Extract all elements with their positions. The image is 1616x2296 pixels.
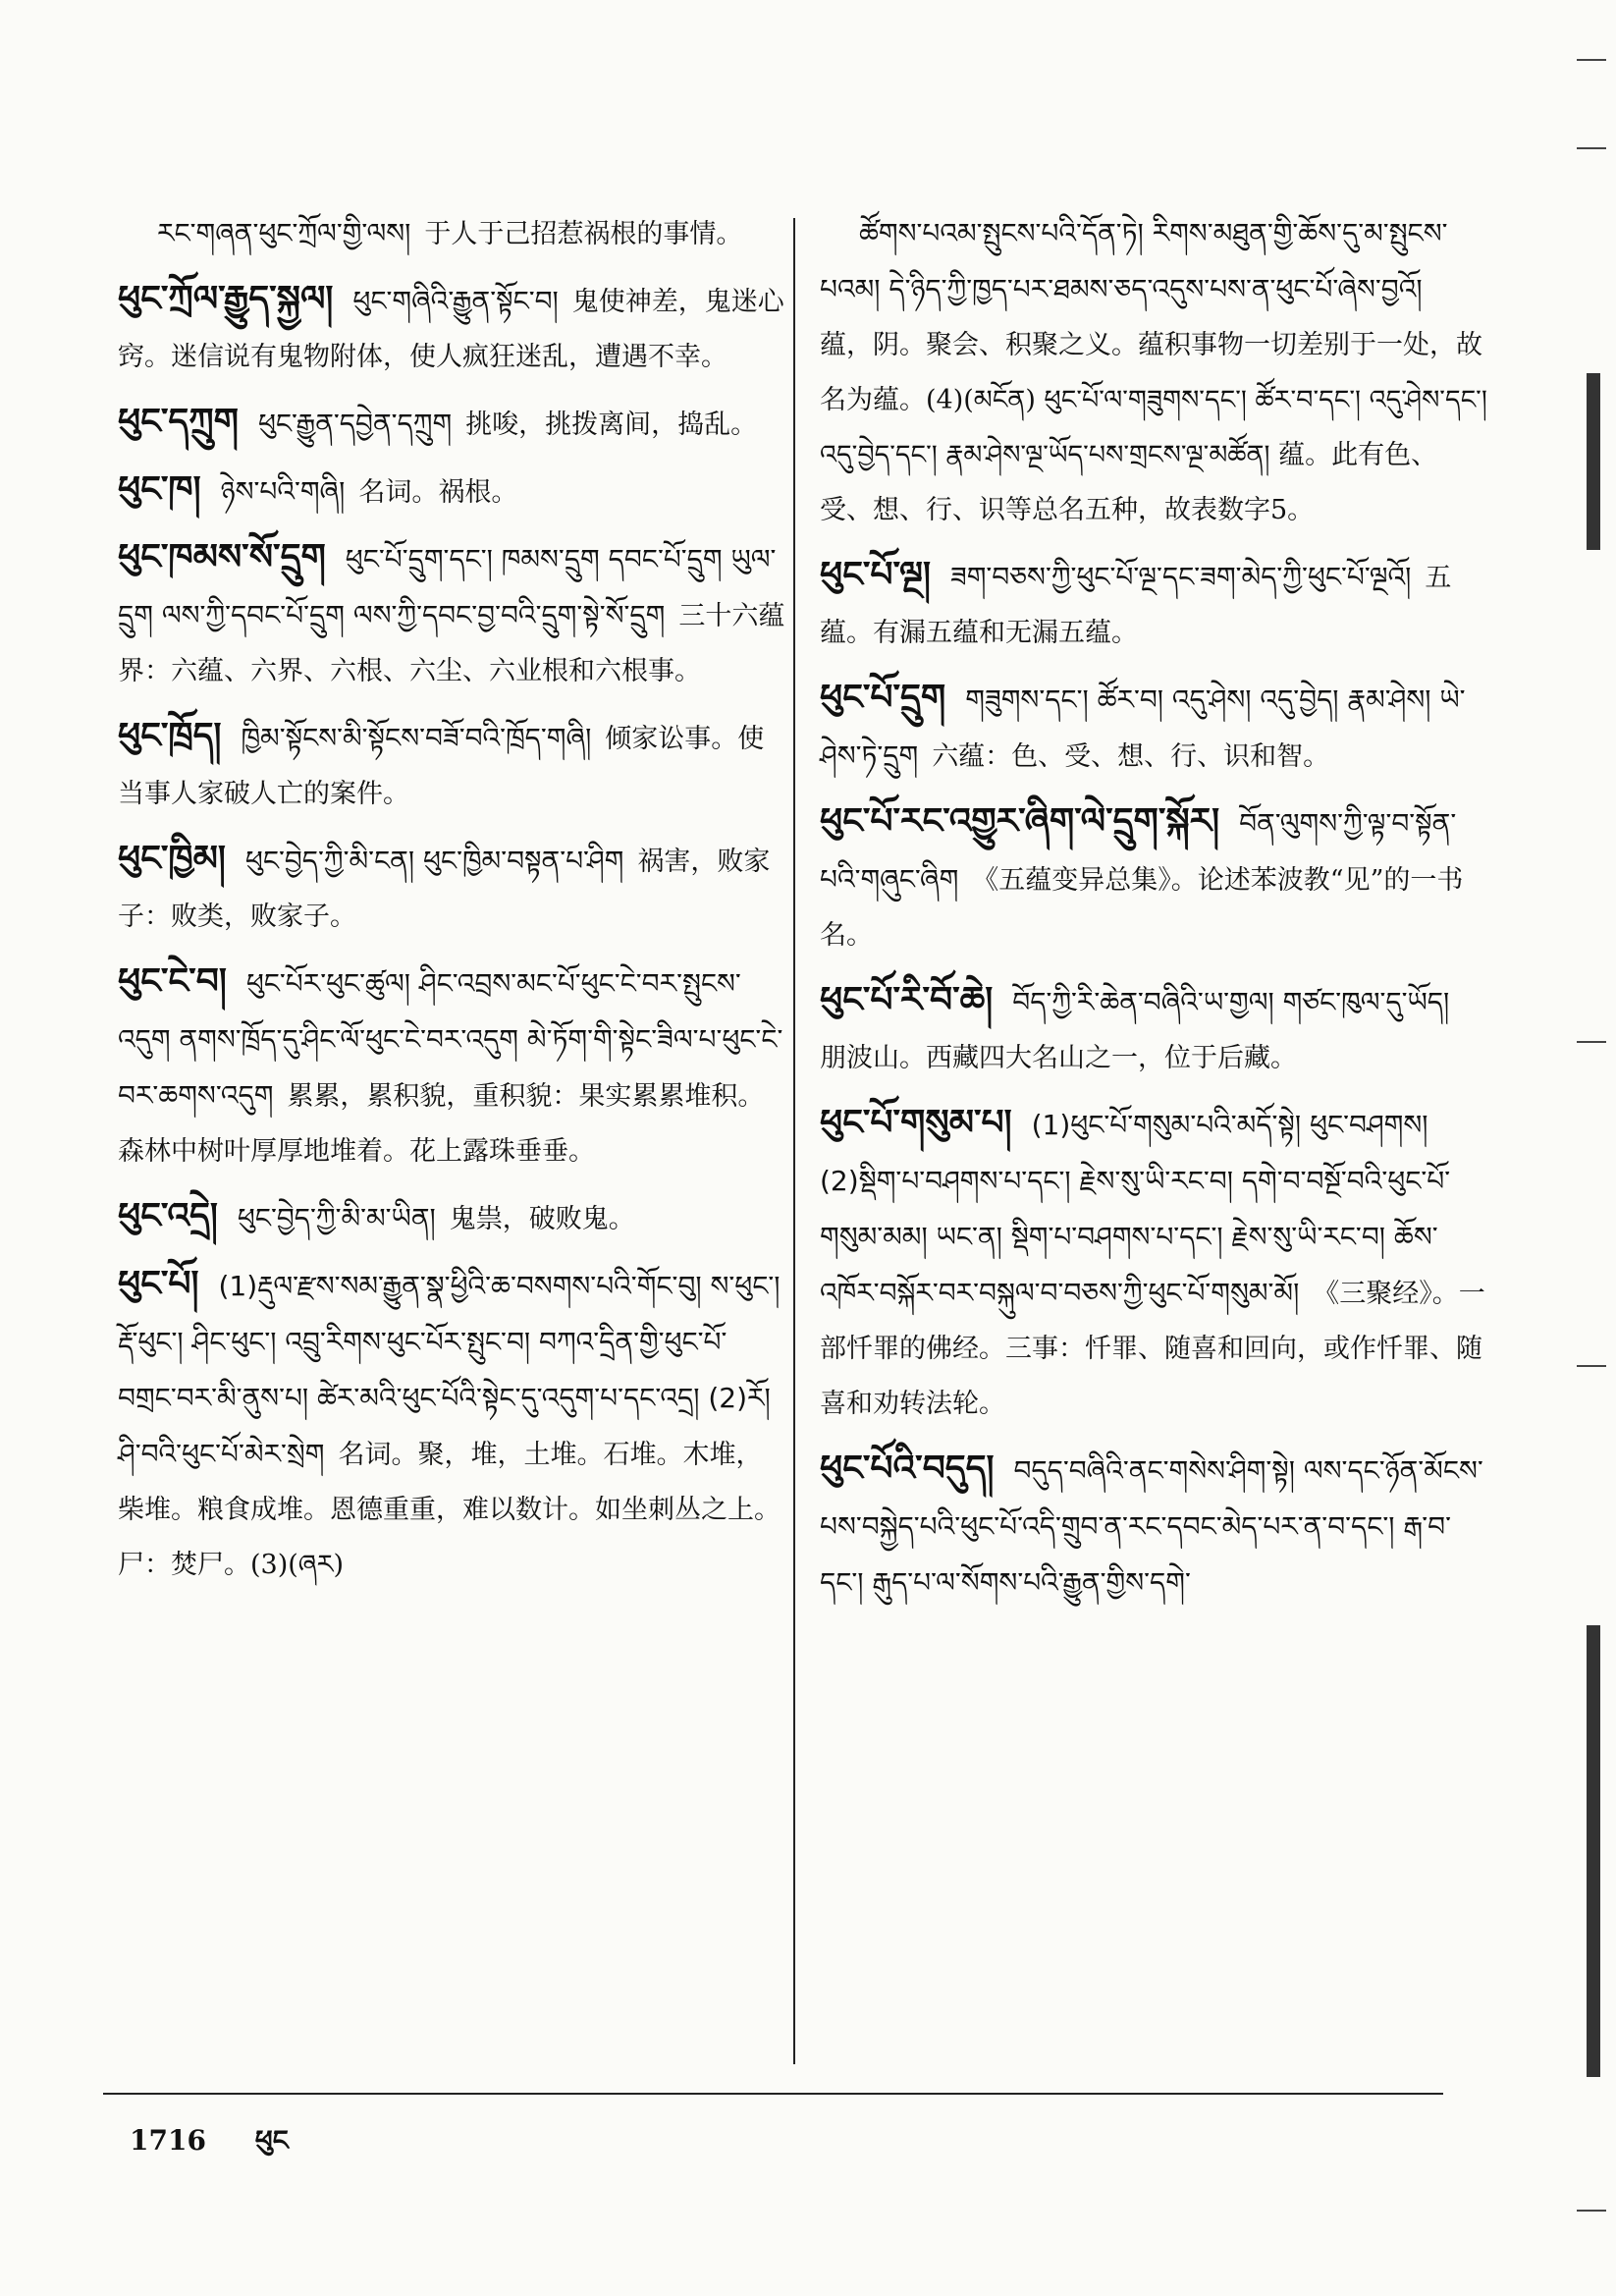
- entry-headword: ཕུང་ཁ།: [118, 469, 201, 510]
- entry-tibetan-definition: བོད་ཀྱི་རི་ཆེན་བཞིའི་ཡ་གྱལ། གཙང་ཁུལ་དུ་ཡོད།: [1012, 986, 1450, 1018]
- entry-tibetan-definition: ཁྱིམ་སྟོངས་མི་སྟོངས་བཟོ་བའི་ཁྲོད་གཞི།: [241, 722, 592, 754]
- page-footer: [130, 2109, 289, 2187]
- entry-chinese-definition: 祸害，败家子：败类，败家子。: [118, 847, 771, 932]
- entry-headword: ཕུང་ཁམས་སོ་དྲུག: [118, 537, 326, 577]
- bottom-rule: [103, 2093, 1443, 2095]
- dictionary-entry: [118, 1257, 785, 1593]
- margin-tick: [1577, 1365, 1606, 1367]
- dictionary-entry: [820, 973, 1487, 1086]
- entry-chinese-definition: 五蕴。有漏五蕴和无漏五蕴。: [820, 563, 1452, 648]
- entry-chinese-definition: 累累，累积貌，重积貌：果实累累堆积。森林中树叶厚厚地堆着。花上露珠垂垂。: [118, 1081, 765, 1167]
- entry-headword: ཕུང་པོ་ལྔ།: [820, 555, 931, 595]
- entry-tibetan-definition: རང་གཞན་ཕུང་ཀྲོལ་གྱི་ལས།: [157, 217, 411, 249]
- entry-chinese-definition: 名词。祸根。: [358, 477, 518, 508]
- dictionary-entry: [118, 955, 785, 1179]
- entry-tibetan-definition: ཟག་བཅས་ཀྱི་ཕུང་པོ་ལྔ་དང་ཟག་མེད་ཀྱི་ཕུང་པོ་ལྔའོ།: [949, 561, 1412, 593]
- entry-chinese-definition: 挑唆，挑拨离间，捣乱。: [465, 410, 758, 440]
- entry-headword: ཕུང་ཁྱིམ།: [118, 839, 226, 879]
- right-column: [820, 206, 1487, 1621]
- entry-headword: ཕུང་ངེ་བ།: [118, 961, 227, 1002]
- entry-headword: ཕུང་པོ་རི་བོ་ཆེ།: [820, 980, 994, 1020]
- dictionary-entry: [820, 1096, 1487, 1432]
- dictionary-entry: [118, 709, 785, 822]
- dictionary-entry: [820, 794, 1487, 963]
- entry-tibetan-definition: ཚོགས་པའམ་སྤུངས་པའི་དོན་ཏེ། རིགས་མཐུན་གྱི་ཆོས་དུ་མ་སྤུངས་པའམ། དེ་ཉིད་ཀྱི་ཁྱད་པར་ཐམས་ཅད་འདུས་པས་ན་ཕུང་པོ་ཞེས་བྱའོ།: [820, 217, 1448, 305]
- entry-headword: ཕུང་པོའི་བདུད།: [820, 1449, 995, 1489]
- entry-headword: ཕུང་པོ།: [118, 1264, 199, 1304]
- entry-chinese-definition: 鬼祟，破败鬼。: [449, 1204, 635, 1234]
- dictionary-entry: [118, 395, 785, 453]
- dictionary-entry: [118, 272, 785, 385]
- entry-headword: ཕུང་འདྲེ།: [118, 1196, 218, 1236]
- dictionary-entry: [820, 1442, 1487, 1612]
- margin-mark: [1587, 373, 1600, 550]
- dictionary-entry: [820, 548, 1487, 661]
- entry-headword: ཕུང་ཁྲོད།: [118, 716, 222, 756]
- left-column: [118, 206, 785, 1603]
- entry-headword: ཕུང་ཀྲོལ་རྒྱུད་སྐྱལ།: [118, 279, 334, 319]
- entry-chinese-definition: 六蕴：色、受、想、行、识和智。: [932, 741, 1330, 772]
- entry-headword: ཕུང་པོ་དྲུག: [820, 678, 946, 718]
- entry-headword: ཕུང་པོ་གསུམ་པ།: [820, 1103, 1012, 1143]
- margin-tick: [1577, 59, 1606, 61]
- margin-scan-marks: [1567, 0, 1616, 2296]
- entry-tibetan-definition: ཕུང་བྱེད་ཀྱི་མི་མ་ཡིན།: [237, 1202, 436, 1234]
- entry-chinese-definition: 倾家讼事。使当事人家破人亡的案件。: [118, 724, 765, 809]
- entry-tibetan-definition: བདུད་བཞིའི་ནང་གསེས་ཤིག་སྟེ། ལས་དང་ཉོན་མོངས་པས་བསྐྱེད་པའི་ཕུང་པོ་འདི་གྲུབ་ན་རང་དབང་མེད་པར་ན་བ་དང་། རྒ་བ་དང་། རྒུད་པ་ལ་སོགས་པའི་རྒྱུན་གྱིས་དགེ་: [820, 1454, 1483, 1599]
- entry-headword: ཕུང་དཀྲུག: [118, 402, 239, 442]
- dictionary-entry: [118, 530, 785, 699]
- entry-chinese-definition: 朋波山。西藏四大名山之一，位于后藏。: [820, 1043, 1297, 1073]
- entry-chinese-definition: 《三聚经》。一部忏罪的佛经。三事：忏罪、随喜和回向，或作忏罪、随喜和劝转法轮。: [820, 1279, 1485, 1419]
- column-divider: [793, 218, 795, 2064]
- margin-mark: [1587, 1625, 1600, 2077]
- dictionary-entry: [820, 671, 1487, 785]
- entry-chinese-definition: 《五蕴变异总集》。论述苯波教“见”的一书名。: [820, 865, 1464, 951]
- entry-chinese-definition: 鬼使神差，鬼迷心窍。迷信说有鬼物附体，使人疯狂迷乱，遭遇不幸。: [118, 287, 784, 372]
- entry-tibetan-definition: ཕུང་གཞིའི་རྒྱུན་སྟོང་བ།: [352, 285, 559, 317]
- entry-tibetan-definition: ཕུང་རྒྱུན་དབྱེན་དཀྲུག: [257, 408, 453, 440]
- entry-tibetan-definition: ཕུང་བྱེད་ཀྱི་མི་ངན། ཕུང་ཁྱིམ་བསྟན་པ་ཤིག: [244, 845, 624, 877]
- entry-chinese-definition: 于人于己招惹祸根的事情。: [424, 219, 743, 249]
- entry-tibetan-definition: གཟུགས་དང་། ཚོར་བ། འདུ་ཤེས། འདུ་བྱེད། རྣམ་ཤེས། ཡེ་ཤེས་ཏེ་དྲུག: [820, 683, 1466, 772]
- entry-tibetan-definition: (1)རྡུལ་རྫས་སམ་རྒྱུན་སྣ་ཕྱིའི་ཆ་བསགས་པའི་གོང་བུ། ས་ཕུང་། རྡོ་ཕུང་། ཤིང་ཕུང་། འབྲུ་རིགས་ཕུང་པོར་སྤུང་བ། བཀའ་དྲིན་གྱི་ཕུང་པོ་བགྲང་བར་མི་ནུས་པ། ཚེར་མའི་ཕུང་པོའི་སྟེང་དུ་འདུག་པ་དང་འདྲ། (2)རོ། ཤི་བའི་ཕུང་པོ་མེར་སྲེག: [118, 1270, 781, 1470]
- entry-tibetan-definition: ཕུང་པོ་དྲུག་དང་། ཁམས་དྲུག དབང་པོ་དྲུག ཡུལ་དྲུག ལས་ཀྱི་དབང་པོ་དྲུག ལས་ཀྱི་དབང་བྱ་བའི་དྲུག་སྟེ་སོ་དྲུག: [118, 543, 777, 631]
- entry-chinese-definition: 三十六蕴界：六蕴、六界、六根、六尘、六业根和六根事。: [118, 601, 785, 686]
- entry-headword: ཕུང་པོ་རང་འགྱུར་ཞིག་ལེ་དྲུག་སྐོར།: [820, 801, 1220, 842]
- dictionary-entry: [118, 463, 785, 520]
- margin-tick: [1577, 147, 1606, 149]
- entry-chinese-definition: 蕴，阴。聚会、积聚之义。蕴积事物一切差别于一处，故名为蕴。(4)(མངོན) ཕུང་པོ་ལ་གཟུགས་དང་། ཚོར་བ་དང་། འདུ་ཤེས་དང་། འདུ་བྱེད་དང་། རྣམ་ཤེས་ལྔ་ཡོད་པས་གྲངས་ལྔ་མཚོན། 蕴。此有色、受、想、行、识等总名五种，故表数字5。: [820, 330, 1487, 525]
- entry-tibetan-definition: ཕུང་པོར་ཕུང་ཚུལ། ཤིང་འབྲས་མང་པོ་ཕུང་ངེ་བར་སྤུངས་འདུག ནགས་ཁྲོད་དུ་ཤིང་ལོ་ཕུང་ངེ་བར་འདུག མེ་ཏོག་གི་སྟེང་ཟིལ་པ་ཕུང་ངེ་བར་ཆགས་འདུག: [118, 967, 783, 1112]
- page-number: 1716: [130, 2124, 206, 2157]
- dictionary-entry: [118, 832, 785, 945]
- entry-tibetan-definition: བོན་ལུགས་ཀྱི་ལྟ་བ་སྟོན་པའི་གཞུང་ཞིག: [820, 807, 1457, 896]
- margin-tick: [1577, 1041, 1606, 1043]
- entry-tibetan-definition: ཉེས་པའི་གཞི།: [220, 475, 346, 508]
- entry-tibetan-definition: (1)ཕུང་པོ་གསུམ་པའི་མདོ་སྟེ། ཕུང་བཤགས། (2)སྡིག་པ་བཤགས་པ་དང་། རྗེས་སུ་ཡི་རང་བ། དགེ་བ་བསྔོ་བའི་ཕུང་པོ་གསུམ་མམ། ཡང་ན། སྡིག་པ་བཤགས་པ་དང་། རྗེས་སུ་ཡི་རང་བ། ཆོས་འཁོར་བསྐོར་བར་བསྐུལ་བ་བཅས་ཀྱི་ཕུང་པོ་གསུམ་མོ།: [820, 1109, 1451, 1309]
- footer-letter: ཕུང: [254, 2124, 289, 2157]
- dictionary-entry: [820, 206, 1487, 538]
- entry-chinese-definition: 名词。聚，堆，土堆。石堆。木堆，柴堆。粮食成堆。恩德重重，难以数计。如坐刺丛之上。尸：焚尸。(3)(ཞར): [118, 1440, 781, 1580]
- dictionary-entry: [118, 206, 785, 262]
- dictionary-entry: [118, 1189, 785, 1247]
- margin-tick: [1577, 2210, 1606, 2212]
